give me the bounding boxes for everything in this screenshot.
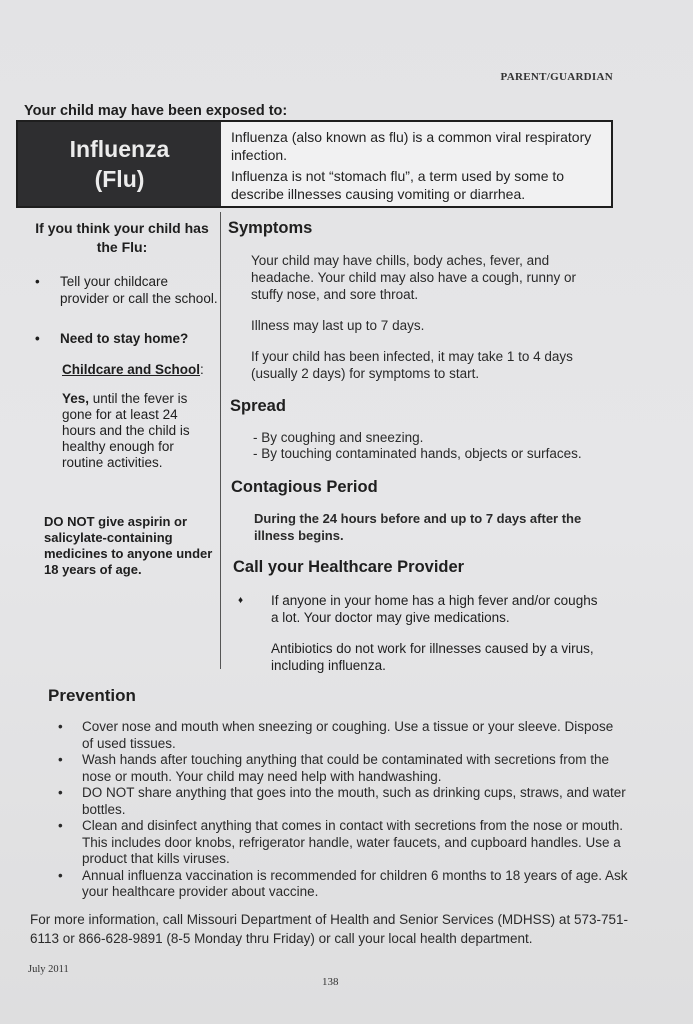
symptoms-paragraph: Your child may have chills, body aches, fever, and headache. Your child may also have a cough, runny or stuffy nose, and sore throat. (251, 253, 576, 302)
call-provider-text: If anyone in your home has a high fever and/or coughs a lot. Your doctor may give medications. (271, 593, 598, 625)
left-column-heading: If you think your child has the Flu: (35, 220, 209, 255)
disease-description (221, 122, 611, 206)
disease-title (18, 122, 221, 206)
list-item-text: Tell your childcare provider or call the school. (60, 274, 218, 306)
childcare-school-text: Childcare and School (62, 361, 201, 377)
bullet-icon: • (58, 867, 63, 883)
prevention-item-text: DO NOT share anything that goes into the mouth, such as drinking cups, straws, and water bottles. (82, 785, 626, 817)
list-item (24, 331, 220, 348)
prevention-item-text: Wash hands after touching anything that could be contaminated with secretions from the nose or mouth. Your child may need help with handwashing. (82, 752, 610, 784)
call-provider-list (238, 592, 608, 674)
childcare-school-label (62, 362, 220, 377)
yes-bold: Yes, (62, 390, 90, 406)
symptoms-body (251, 252, 611, 382)
exposure-intro: Your child may have been exposed to: (24, 103, 288, 119)
list-item (48, 818, 628, 868)
left-column (24, 219, 220, 471)
list-item (48, 785, 628, 818)
call-provider-heading: Call your Healthcare Provider (233, 558, 465, 576)
list-item-text: Need to stay home? (60, 331, 189, 346)
prevention-list (48, 719, 628, 901)
audience-label: PARENT/GUARDIAN (500, 71, 613, 83)
colon: : (200, 361, 204, 377)
exclusion-criteria (62, 391, 207, 471)
contagious-body: During the 24 hours before and up to 7 days after the illness begins. (254, 511, 582, 543)
diamond-bullet-icon: ♦ (238, 595, 244, 606)
prevention-section (48, 686, 628, 901)
prevention-heading: Prevention (48, 686, 136, 705)
prevention-item-text: Clean and disinfect anything that comes in contact with secretions from the nose or mouth. This includes door knobs, refrigerator handle, water faucets, and cupboard handles. Use a product that kills viruses. (82, 818, 624, 866)
spread-item: - By coughing and sneezing. (253, 430, 424, 445)
spread-heading: Spread (230, 397, 286, 415)
list-item (238, 592, 608, 626)
spread-body (253, 430, 582, 462)
bullet-icon: • (35, 331, 40, 346)
disease-banner (16, 120, 613, 208)
bullet-icon: • (58, 752, 63, 767)
list-item (48, 868, 628, 901)
bullet-icon: • (58, 719, 63, 734)
bullet-icon: • (35, 274, 40, 289)
disease-title-line2: (Flu) (94, 166, 145, 192)
bullet-icon: • (58, 818, 63, 833)
column-divider (220, 212, 221, 669)
action-list (24, 274, 220, 348)
contact-info: For more information, call Missouri Department of Health and Senior Services (MDHSS) at 573-751-6113 or 866-628-9891 (8-5 Monday thru Friday) or call your local health department. (30, 912, 628, 946)
exclusion-criteria-text: until the fever is gone for at least 24 hours and the child is healthy enough for routine activities. (62, 390, 190, 470)
bullet-icon: • (58, 785, 63, 800)
spread-item: - By touching contaminated hands, objects or surfaces. (253, 446, 582, 461)
symptoms-paragraph: If your child has been infected, it may take 1 to 4 days (usually 2 days) for symptoms to start. (251, 349, 573, 381)
antibiotics-note: Antibiotics do not work for illnesses caused by a virus, including influenza. (271, 641, 594, 673)
symptoms-paragraph: Illness may last up to 7 days. (251, 318, 425, 333)
prevention-item-text: Annual influenza vaccination is recommended for children 6 months to 18 years of age. Ask your healthcare provider about vaccine. (82, 867, 628, 899)
symptoms-heading: Symptoms (228, 219, 313, 237)
page-number: 138 (322, 976, 339, 988)
list-item (24, 274, 220, 307)
disease-title-line1: Influenza (69, 136, 170, 162)
list-item (48, 752, 628, 785)
aspirin-warning: DO NOT give aspirin or salicylate-containing medicines to anyone under 18 years of age. (44, 514, 213, 577)
contagious-heading: Contagious Period (231, 478, 378, 496)
footer-date: July 2011 (28, 964, 69, 975)
description-paragraph: Influenza is not “stomach flu”, a term used by some to describe illnesses causing vomiting or diarrhea. (231, 168, 565, 202)
list-item (48, 719, 628, 752)
prevention-item-text: Cover nose and mouth when sneezing or coughing. Use a tissue or your sleeve. Dispose of used tissues. (82, 719, 614, 751)
description-paragraph: Influenza (also known as flu) is a common viral respiratory infection. (231, 129, 592, 163)
